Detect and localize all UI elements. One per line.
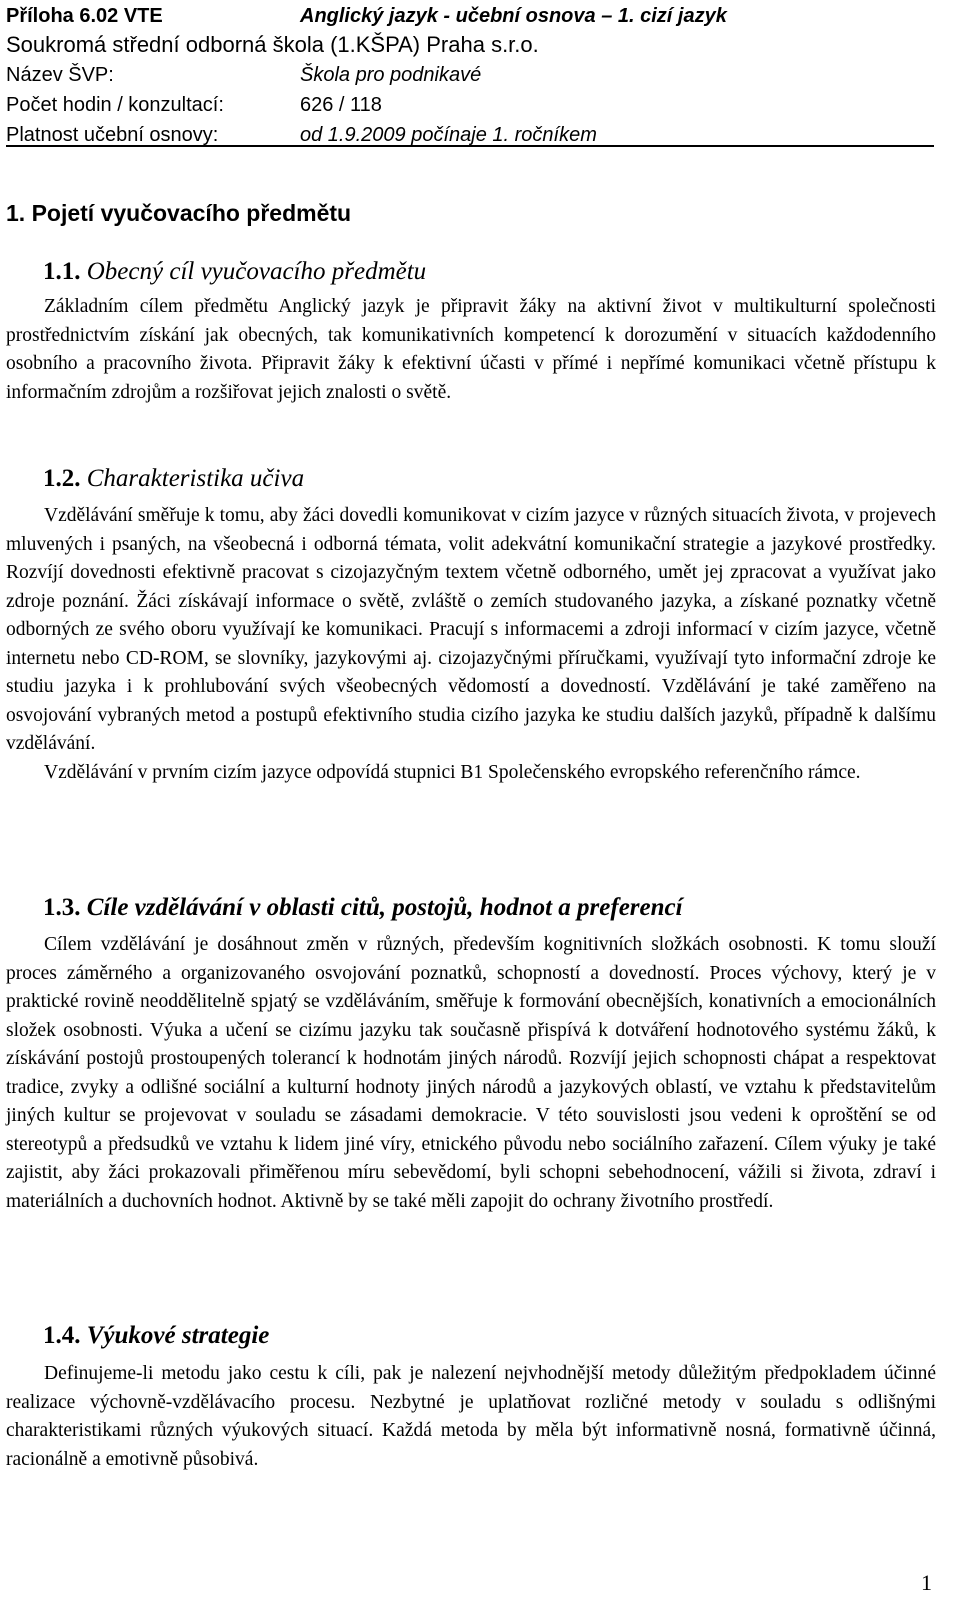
- section-1-1-title: Obecný cíl vyučovacího předmětu: [86, 258, 427, 285]
- section-1-2-body: [6, 502, 936, 787]
- section-1-2-paragraph-2: Vzdělávání v prvním cizím jazyce odpovídá stupnici B1 Společenského evropského referenčního rámce.: [44, 761, 861, 783]
- section-1-1-paragraph: [6, 293, 936, 407]
- header-row-appendix: [6, 1, 936, 31]
- svp-value: Škola pro podnikavé: [300, 64, 482, 86]
- document-page: [6, 0, 936, 1613]
- validity-value: od 1.9.2009 počínaje 1. ročníkem: [300, 124, 597, 146]
- section-1-1-text-2: Připravit žáky k efektivní účasti v přímé i nepřímé komunikaci včetně přístupu k informačním zdrojům a rozšiřovat jejich znalosti o světě.: [6, 353, 937, 403]
- section-1-3-title: Cíle vzdělávání v oblasti citů, postojů, hodnot a preferencí: [86, 894, 683, 921]
- school-name: Soukromá střední odborná škola (1.KŠPA) Praha s.r.o.: [6, 32, 539, 57]
- section-1-2-number: 1.2.: [43, 465, 81, 492]
- section-1-4-body: [6, 1360, 936, 1474]
- section-1-1-body: [6, 293, 936, 407]
- header-row-svp: [6, 60, 936, 90]
- section-1-3-number: 1.3.: [43, 894, 81, 921]
- hours-value: 626 / 118: [300, 94, 382, 116]
- svp-label: Název ŠVP:: [6, 64, 114, 86]
- document-header: [6, 0, 936, 150]
- section-1-1-number: 1.1.: [43, 258, 81, 285]
- section-1-4-heading: [43, 1322, 269, 1350]
- section-1-2-title: Charakteristika učiva: [86, 465, 305, 492]
- section-1-4-number: 1.4.: [43, 1322, 81, 1349]
- section-1-heading: 1. Pojetí vyučovacího předmětu: [6, 200, 352, 226]
- section-1-3-heading: [43, 894, 683, 922]
- section-1-3-paragraph: Cílem vzdělávání je dosáhnout změn v různých, především kognitivních složkách osobnosti. K tomu slouží proces záměrného a organizovaného osvojování poznatků, schopností a dovedností. Proces výchovy, který je v praktické rovině neoddělitelně spjatý se vzděláváním, směřuje k formování obecnějších, konativních a emocionálních složek osobnosti. Výuka a učení se cizímu jazyku tak současně přispívá k dotváření hodnotového systému žáků, k získávání postojů prostoupených tolerancí k hodnotám jiných národů. Rozvíjí jejich schopnosti chápat a respektovat tradice, zvyky a odlišné sociální a kulturní hodnoty jiných národů a jazykových oblastí, ve vztahu k představitelům jiných kultur se projevovat v souladu se zásadami demokracie. V této souvislosti jsou vedeni k oproštění se od stereotypů a předsudků ve vztahu k lidem jiné víry, etnického původu nebo sociálního zařazení. Cílem výuky je také zajistit, aby žáci prokazovali přiměřenou míru sebevědomí, byli schopni sebehodnocení, vážili si života, zdraví i materiálních a duchovních hodnot. Aktivně by se také měli zapojit do ochrany životního prostředí.: [6, 934, 936, 1212]
- section-1-1-text-1: Základním cílem předmětu Anglický jazyk je připravit žáky na aktivní život v multikulturní společnosti prostřednictvím získání jak obecných, tak komunikativních kompetencí k dorozumění v situacích každodenního osobního a pracovního života.: [6, 296, 936, 374]
- appendix-label: Příloha 6.02 VTE: [6, 5, 163, 27]
- validity-label: Platnost učební osnovy:: [6, 124, 219, 146]
- section-1-4-title: Výukové strategie: [86, 1322, 270, 1349]
- section-1-1-heading: [43, 258, 426, 286]
- section-1-2-paragraph-1: Vzdělávání směřuje k tomu, aby žáci dovedli komunikovat v cizím jazyce v různých situacích života, v projevech mluvených i psaných, na všeobecná i odborná témata, volit adekvátní komunikační strategie a jazykové prostředky. Rozvíjí dovednosti efektivně pracovat s cizojazyčným textem včetně odborného, umět jej zpracovat a využívat jako zdroje poznání. Žáci získávají informace o světě, zvláště o zemích studovaného jazyka, a získané poznatky včetně odborných ze svého oboru využívají ke komunikaci. Pracují s informacemi a zdroji informací v cizím jazyce, včetně internetu nebo CD-ROM, se slovníky, jazykovými aj. cizojazyčnými příručkami, využívají tyto informační zdroje ke studiu jazyka i k prohlubování svých všeobecných vědomostí a dovedností. Vzdělávání je také zaměřeno na osvojování vybraných metod a postupů efektivního studia cizího jazyka ke studiu dalších jazyků, případně k dalšímu vzdělávání.: [6, 505, 936, 754]
- subject-title: Anglický jazyk - učební osnova – 1. cizí jazyk: [300, 5, 727, 27]
- page-number: 1: [921, 1570, 932, 1595]
- section-1-4-paragraph: Definujeme-li metodu jako cestu k cíli, pak je nalezení nejvhodnější metody důležitým předpokladem účinné realizace výchovně-vzdělávacího procesu. Nezbytné je uplatňovat rozličné metody v souladu s odlišnými charakteristikami různých výukových situací. Každá metoda by měla být informativně nosná, formativně účinná, racionálně a emotivně působivá.: [6, 1363, 936, 1470]
- header-row-hours: [6, 90, 936, 120]
- hours-label: Počet hodin / konzultací:: [6, 94, 224, 116]
- section-1-2-heading: [43, 465, 304, 493]
- section-1-3-body: [6, 931, 936, 1216]
- header-row-school: [6, 30, 936, 60]
- header-divider: [6, 145, 934, 147]
